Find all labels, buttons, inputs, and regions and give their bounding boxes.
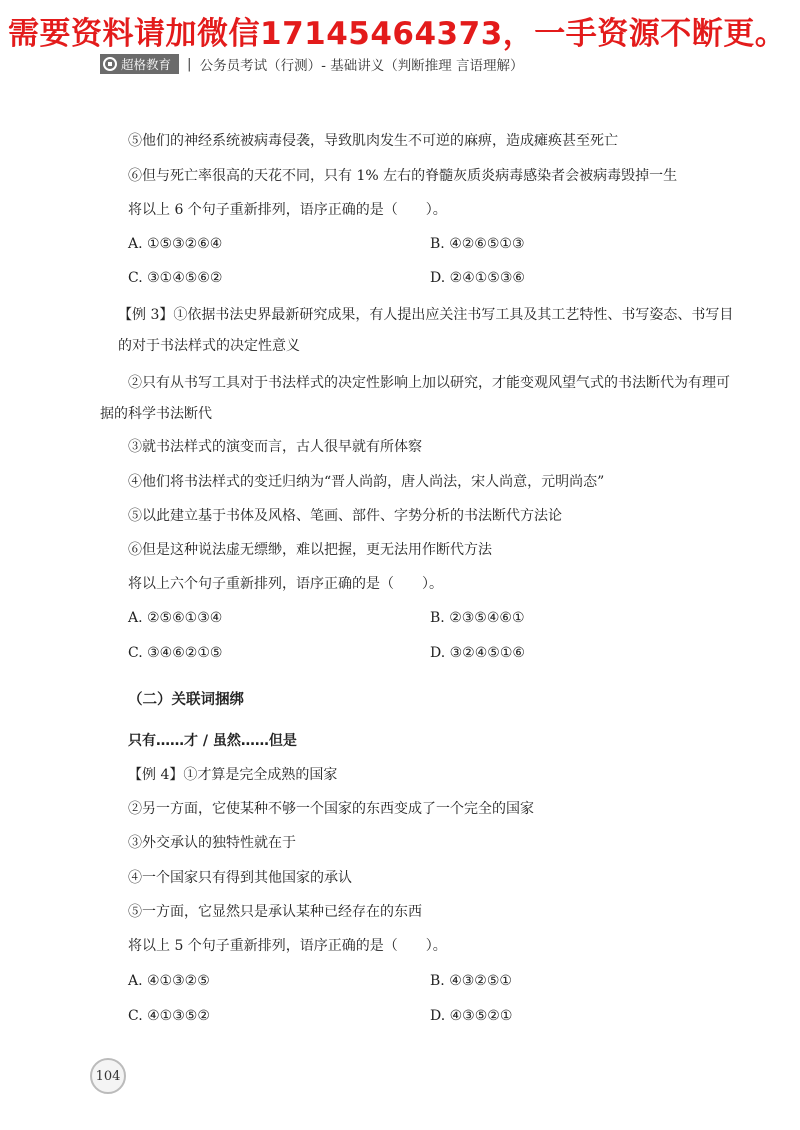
watermark-banner: 需要资料请加微信17145464373，一手资源不断更。 [8,16,787,52]
ex4-sentence-1: 【例 4】①才算是完全成熟的国家 [128,767,338,783]
ex3-option-b: B. ②③⑤④⑥① [430,610,525,626]
ex4-sentence-2: ②另一方面，它使某种不够一个国家的东西变成了一个完全的国家 [128,801,534,817]
ex2-prompt: 将以上 6 个句子重新排列，语序正确的是（ ）。 [128,202,447,218]
ex4-option-a: A. ④①③②⑤ [128,973,210,989]
ex4-sentence-5: ⑤一方面，它显然只是承认某种已经存在的东西 [128,904,422,920]
brand-logo [100,54,179,74]
ex2-sentence-6: ⑥但与死亡率很高的天花不同，只有 1% 左右的脊髓灰质炎病毒感染者会被病毒毁掉一生 [128,168,678,184]
ex4-sentence-3: ③外交承认的独特性就在于 [128,835,296,851]
ex3-sentence-5: ⑤以此建立基于书体及风格、笔画、部件、字势分析的书法断代方法论 [128,508,562,524]
ex2-option-d: D. ②④①⑤③⑥ [430,270,525,286]
ex4-option-d: D. ④③⑤②① [430,1008,513,1024]
ex2-option-c: C. ③①④⑤⑥② [128,270,223,286]
ex3-option-c: C. ③④⑥②①⑤ [128,645,223,661]
ex4-option-c: C. ④①③⑤② [128,1008,210,1024]
ex3-sentence-4: ④他们将书法样式的变迁归纳为“晋人尚韵，唐人尚法，宋人尚意，元明尚态” [128,474,605,490]
ex3-sentence-6: ⑥但是这种说法虚无缥缈，难以把握，更无法用作断代方法 [128,542,492,558]
ex4-option-b: B. ④③②⑤① [430,973,512,989]
header-divider: | [187,56,192,72]
ex3-sentence-1: 【例 3】①依据书法史界最新研究成果，有人提出应关注书写工具及其工艺特性、书写姿态、书写目的对于书法样式的决定性意义 [118,307,734,354]
ex4-prompt: 将以上 5 个句子重新排列，语序正确的是（ ）。 [128,938,447,954]
ex2-option-b: B. ④②⑥⑤①③ [430,236,525,252]
ex3-option-d: D. ③②④⑤①⑥ [430,645,525,661]
connector-pattern: 只有……才 / 虽然……但是 [128,733,297,749]
header-title: 公务员考试（行测）- 基础讲义（判断推理 言语理解） [199,58,524,74]
ex3-sentence-3: ③就书法样式的演变而言，古人很早就有所体察 [128,439,422,455]
logo-text: 超格教育 [121,57,172,72]
ex4-sentence-4: ④一个国家只有得到其他国家的承认 [128,870,352,886]
ex3-prompt: 将以上六个句子重新排列，语序正确的是（ ）。 [128,576,443,592]
logo-icon [103,57,117,71]
page-header [100,54,524,74]
ex3-sentence-2: ②只有从书写工具对于书法样式的决定性影响上加以研究，才能变观风望气式的书法断代为有理可据的科学书法断代 [100,375,730,422]
ex2-sentence-5: ⑤他们的神经系统被病毒侵袭，导致肌肉发生不可逆的麻痹，造成瘫痪甚至死亡 [128,133,618,149]
ex3-option-a: A. ②⑤⑥①③④ [128,610,223,626]
section-title: （二）关联词捆绑 [128,692,244,708]
ex2-option-a: A. ①⑤③②⑥④ [128,236,223,252]
page-number: 104 [90,1058,126,1094]
